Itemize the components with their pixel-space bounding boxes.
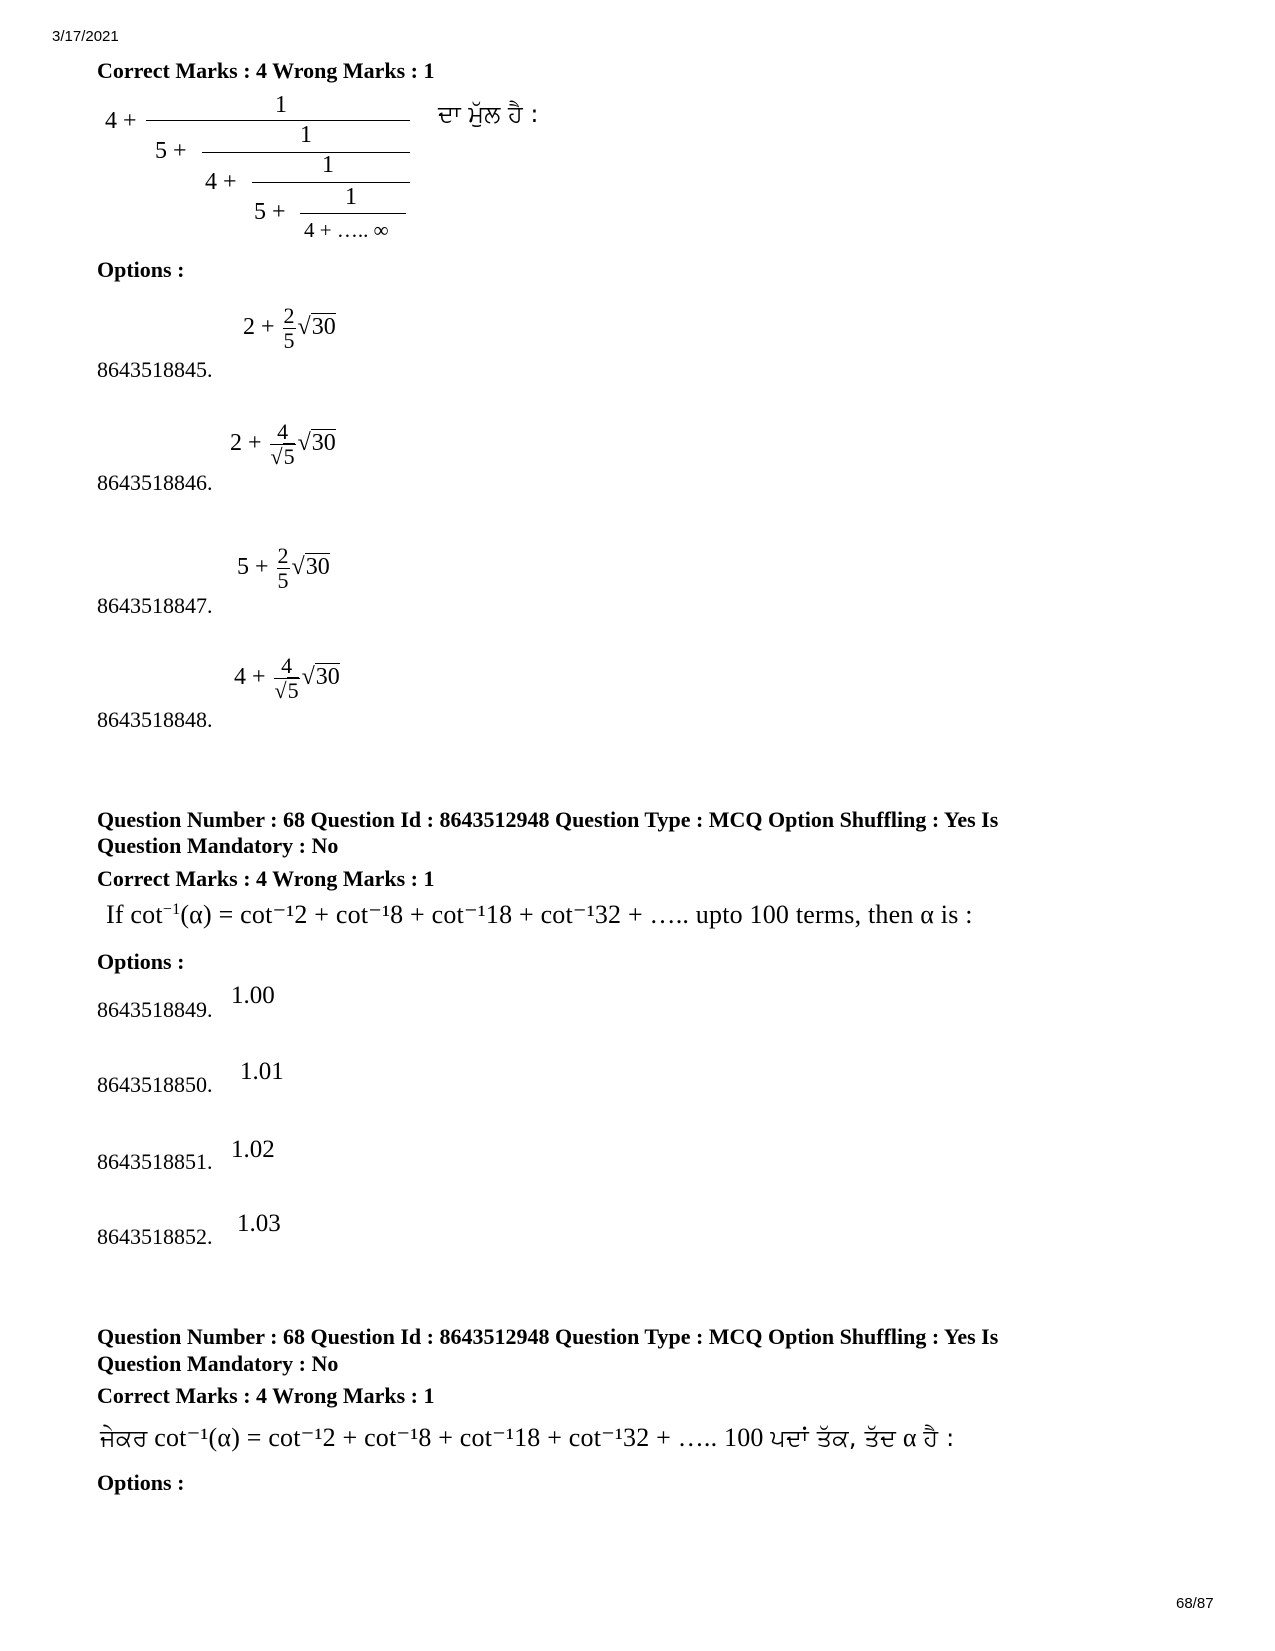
continued-fraction	[100, 88, 420, 248]
q68-options-label: Options :	[97, 949, 185, 974]
option-id[interactable]: 8643518850.	[97, 1072, 213, 1097]
option-value: 1.02	[231, 1136, 275, 1163]
q68-header-line-2: Question Mandatory : No	[97, 833, 339, 858]
q68-header-line-1: Question Number : 68 Question Id : 8643512948 Question Type : MCQ Option Shuffling : Yes Is	[97, 807, 999, 832]
cf-num-3: 1	[322, 152, 334, 178]
q68-pa-header-line-1: Question Number : 68 Question Id : 8643512948 Question Type : MCQ Option Shuffling : Yes Is	[97, 1324, 999, 1349]
q68-marks: Correct Marks : 4 Wrong Marks : 1	[97, 866, 435, 891]
option-expression: 2 + $\frac{4}{√5}$ √30	[230, 419, 336, 469]
option-value: 1.03	[237, 1210, 281, 1237]
option-expression: 4 + $\frac{4}{√5}$ √30	[234, 653, 340, 703]
q68-question-stem: If $\cot^{-1}(\alpha) = \cot^{-1}2 + \cot^{-1}8 + \cot^{-1}18 + \cot^{-1}32$ + ….. upto 100 terms, then α is :	[106, 900, 973, 929]
option-id[interactable]: 8643518848.	[97, 707, 213, 732]
cf-bar-4	[300, 213, 406, 214]
q68-pa-header-line-2: Question Mandatory : No	[97, 1351, 339, 1376]
print-date: 3/17/2021	[52, 28, 119, 45]
option-expression: 2 + $\frac{2}{5}$ √30	[243, 303, 336, 353]
option-id[interactable]: 8643518847.	[97, 593, 213, 618]
q67-suffix-punjabi: ਦਾ ਮੁੱਲ ਹੈ :	[438, 100, 539, 128]
cf-term-4: 5 +	[254, 199, 286, 225]
q67-marks: Correct Marks : 4 Wrong Marks : 1	[97, 58, 435, 83]
option-id[interactable]: 8643518845.	[97, 357, 213, 382]
q68-pa-options-label: Options :	[97, 1470, 185, 1495]
option-value: 1.00	[231, 982, 275, 1009]
q68-pa-question-stem: ਜੇਕਰ cot⁻¹(α) = cot⁻¹2 + cot⁻¹8 + cot⁻¹18 + cot⁻¹32 + ….. 100 ਪਦਾਂ ਤੱਕ, ਤੱਦ α ਹੈ :	[100, 1423, 955, 1452]
page-number: 68/87	[1176, 1595, 1214, 1612]
option-id[interactable]: 8643518849.	[97, 997, 213, 1022]
cf-num-4: 1	[345, 184, 357, 210]
cf-bar-1	[146, 120, 410, 121]
option-expression: 5 + $\frac{2}{5}$ √30	[237, 543, 330, 593]
cf-bar-3	[252, 182, 410, 183]
cf-term-1: 4 +	[105, 108, 137, 134]
cf-bar-2	[202, 152, 410, 153]
option-value: 1.01	[240, 1058, 284, 1085]
option-id[interactable]: 8643518846.	[97, 470, 213, 495]
option-id[interactable]: 8643518851.	[97, 1149, 213, 1174]
cf-num-2: 1	[300, 122, 312, 148]
cf-tail: 4 + ….. ∞	[304, 218, 389, 242]
option-id[interactable]: 8643518852.	[97, 1224, 213, 1249]
q67-options-label: Options :	[97, 257, 185, 282]
cf-term-2: 5 +	[155, 138, 187, 164]
cf-num-1: 1	[275, 92, 287, 118]
cf-term-3: 4 +	[205, 169, 237, 195]
q68-pa-marks: Correct Marks : 4 Wrong Marks : 1	[97, 1383, 435, 1408]
